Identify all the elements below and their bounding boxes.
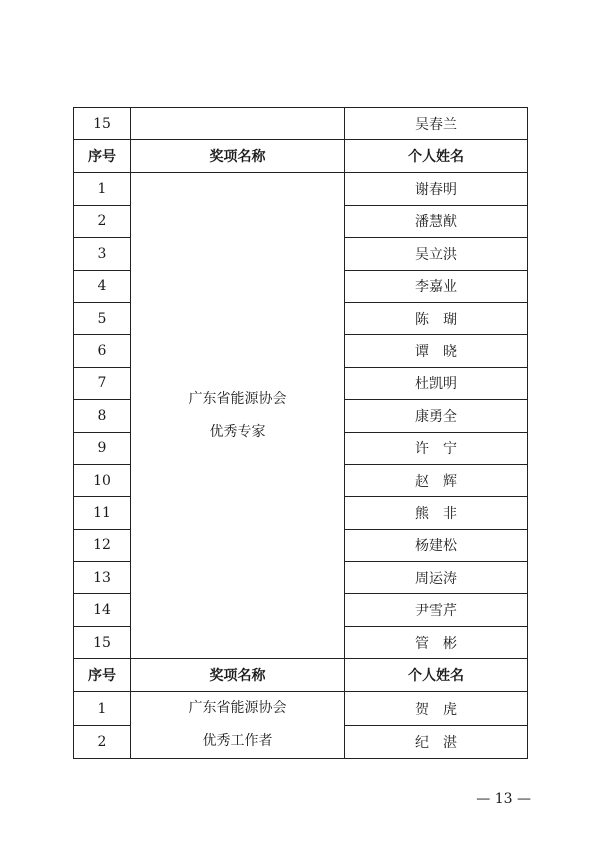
row-number: 8 xyxy=(74,400,131,432)
row-number: 12 xyxy=(74,529,131,561)
row-number: 15 xyxy=(74,626,131,658)
person-name: 杨建松 xyxy=(345,529,528,561)
person-name: 纪 湛 xyxy=(345,725,528,759)
row-number: 1 xyxy=(74,692,131,726)
table-row xyxy=(74,108,528,140)
person-name: 杜凯明 xyxy=(345,367,528,399)
row-number: 9 xyxy=(74,432,131,464)
award-line-2: 优秀专家 xyxy=(209,423,266,440)
person-name: 谢春明 xyxy=(345,173,528,205)
person-name: 周运涛 xyxy=(345,562,528,594)
row-number: 6 xyxy=(74,335,131,367)
header-number: 序号 xyxy=(74,140,131,173)
person-name: 贺 虎 xyxy=(345,692,528,726)
row-number: 5 xyxy=(74,302,131,334)
row-number: 1 xyxy=(74,173,131,205)
row-number: 11 xyxy=(74,497,131,529)
person-name: 许 宁 xyxy=(345,432,528,464)
row-number: 7 xyxy=(74,367,131,399)
award-name-cell xyxy=(131,173,345,659)
person-name: 熊 非 xyxy=(345,497,528,529)
person-name: 尹雪芹 xyxy=(345,594,528,626)
person-name: 谭 晓 xyxy=(345,335,528,367)
row-number: 15 xyxy=(74,108,131,140)
row-number: 13 xyxy=(74,562,131,594)
person-name: 李嘉业 xyxy=(345,270,528,302)
award-line-2: 优秀工作者 xyxy=(202,733,273,750)
header-row xyxy=(74,659,528,692)
row-number: 4 xyxy=(74,270,131,302)
header-award: 奖项名称 xyxy=(131,659,345,692)
row-number: 10 xyxy=(74,464,131,496)
table-row xyxy=(74,692,528,726)
row-number: 3 xyxy=(74,238,131,270)
row-number: 2 xyxy=(74,725,131,759)
award-line-1: 广东省能源协会 xyxy=(188,700,287,717)
header-award: 奖项名称 xyxy=(131,140,345,173)
award-name-cell xyxy=(131,692,345,759)
header-name: 个人姓名 xyxy=(345,659,528,692)
awards-table xyxy=(73,107,528,759)
page-number: — 13 — xyxy=(476,791,531,807)
person-name: 管 彬 xyxy=(345,626,528,658)
row-number: 14 xyxy=(74,594,131,626)
header-row xyxy=(74,140,528,173)
person-name: 吴立洪 xyxy=(345,238,528,270)
award-name-cell xyxy=(131,108,345,140)
person-name: 赵 辉 xyxy=(345,464,528,496)
person-name: 陈 瑚 xyxy=(345,302,528,334)
person-name: 吴春兰 xyxy=(345,108,528,140)
person-name: 康勇全 xyxy=(345,400,528,432)
row-number: 2 xyxy=(74,205,131,237)
header-name: 个人姓名 xyxy=(345,140,528,173)
header-number: 序号 xyxy=(74,659,131,692)
table-row xyxy=(74,173,528,205)
person-name: 潘慧猷 xyxy=(345,205,528,237)
award-line-1: 广东省能源协会 xyxy=(188,390,287,407)
